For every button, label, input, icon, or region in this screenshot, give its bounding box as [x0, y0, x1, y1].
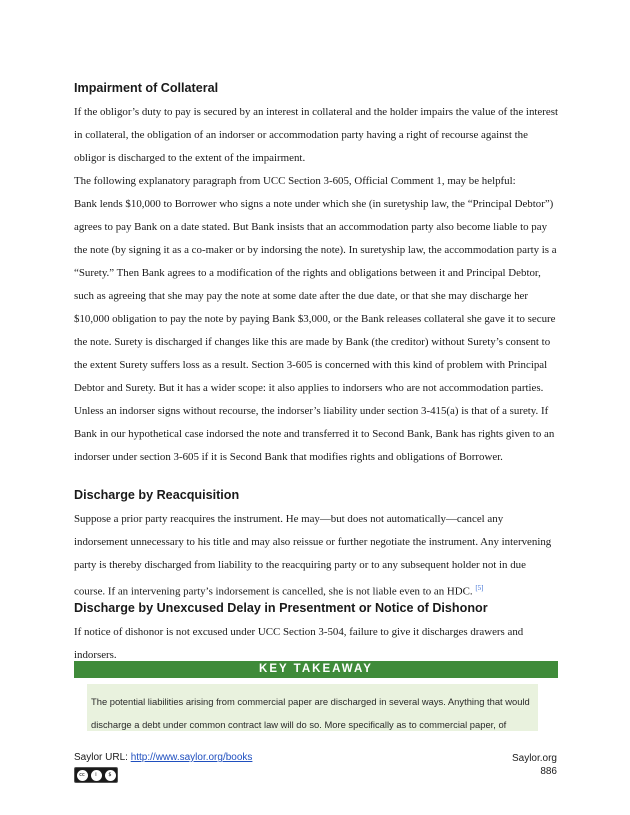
saylor-books-link[interactable]: http://www.saylor.org/books: [130, 752, 253, 763]
creative-commons-license-icon: [74, 767, 118, 783]
by-icon: i: [91, 770, 102, 781]
footer-site: Saylor.org: [511, 753, 557, 764]
nc-icon: $: [105, 770, 116, 781]
heading-discharge-by-delay: Discharge by Unexcused Delay in Presentment or Notice of Dishonor: [74, 601, 488, 615]
paragraph-ucc-intro: The following explanatory paragraph from UCC Section 3-605, Official Comment 1, may be helpful:: [74, 175, 516, 187]
paragraph-reacquisition-text: Suppose a prior party reacquires the instrument. He may—but does not automatically—cancel any indorsement unnecessary to his title and may also reissue or further negotiate the instrument. Any intervening party is thereby discharged from liability to the reacquiring party or to any subsequent holder not in due course. If an intervening party’s indorsement is cancelled, she is not liable even to an HDC.: [74, 513, 552, 598]
footer-right: [512, 752, 557, 778]
key-takeaway-text: The potential liabilities arising from commercial paper are discharged in several ways. Anything that would discharge a debt under common contract law will do so. More specifically as to commercial paper, of: [91, 696, 530, 730]
paragraph-delay: If notice of dishonor is not excused under UCC Section 3-504, failure to give it discharges drawers and indorsers.: [74, 626, 524, 661]
key-takeaway-title: KEY TAKEAWAY: [74, 661, 558, 678]
footnote-link[interactable]: [5]: [475, 584, 484, 592]
paragraph-ucc-comment: Bank lends $10,000 to Borrower who signs a note under which she (in suretyship law, the “Principal Debtor”) agrees to pay Bank on a date stated. But Bank insists that an accommodation party also become liable to pay the note (by signing it as a co-maker or by indorsing the note). In suretyship law, the accommodation party is a “Surety.” Then Bank agrees to a modification of the rights and obligations between it and Principal Debtor, such as agreeing that she may pay the note at some date after the due date, or that she may discharge her $10,000 obligation to pay the note by paying Bank $3,000, or the Bank releases collateral she gave it to secure the note. Surety is discharged if changes like this are made by Bank (the creditor) without Surety’s consent to the extent Surety suffers loss as a result. Section 3-605 is concerned with this kind of problem with Principal Debtor and Surety. But it has a wider scope: it also applies to indorsers who are not accommodation parties. Unless an indorser signs without recourse, the indorser’s liability under section 3-415(a) is that of a surety. If Bank in our hypothetical case indorsed the note and transferred it to Second Bank, Bank has rights given to an indorser under section 3-605 if it is Second Bank that modifies rights and obligations of Borrower.: [74, 198, 557, 463]
paragraph-impairment-rule: If the obligor’s duty to pay is secured by an interest in collateral and the holder impairs the value of the interest in collateral, the obligation of an indorser or accommodation party having a right of recourse against the obligor is discharged to the extent of the impairment.: [74, 106, 558, 164]
heading-discharge-by-reacquisition: Discharge by Reacquisition: [74, 488, 240, 502]
cc-icon: cc: [77, 770, 88, 781]
page-number: 886: [540, 766, 557, 777]
paragraph-reacquisition: [74, 508, 559, 604]
key-takeaway-box: [87, 684, 538, 731]
footer-url-label: Saylor URL:: [74, 752, 131, 763]
heading-impairment-of-collateral: Impairment of Collateral: [74, 81, 219, 95]
